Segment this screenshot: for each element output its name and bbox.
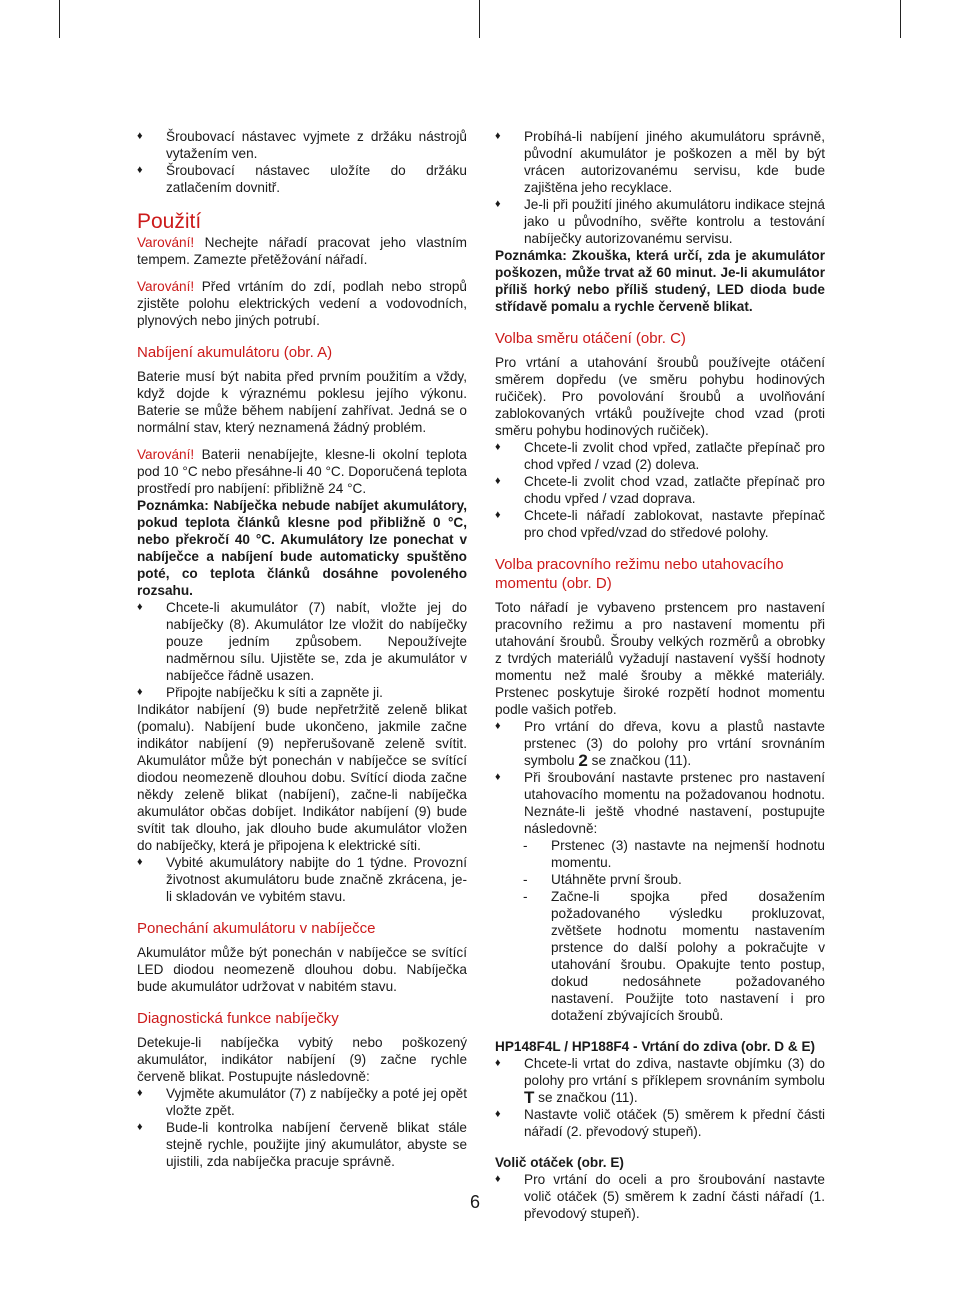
section-heading-nabijeni: Nabíjení akumulátoru (obr. A)	[137, 344, 333, 361]
dash-text: Utáhněte první šroub.	[551, 872, 682, 887]
section-heading-ponechani: Ponechání akumulátoru v nabíječce	[137, 920, 376, 937]
section-heading-pouziti: Použití	[137, 210, 202, 233]
section-heading-diagnostika: Diagnostická funkce nabíječky	[137, 1010, 339, 1027]
bullet-item: ♦ Chcete-li nářadí zablokovat, nastavte přepínač pro chod vpřed/vzad do středové polohy.	[495, 507, 825, 541]
bullet-item: ♦ Nastavte volič otáček (5) směrem k přední části nářadí (2. převodový stupeň).	[495, 1106, 825, 1140]
dash-item	[495, 888, 825, 1024]
note-paragraph	[137, 497, 467, 599]
dash-text: Začne-li spojka před dosažením požadovaného výsledku prokluzovat, zvětšete hodnotu momentu nastavením prstence do další polohy a pokračujte v utahování šroubu. Opakujte tento postup, dokud nedosáhnete požadovaného nastavení. Použijte toto nastavení i pro dotažení zbývajících šroubů.	[551, 889, 825, 1023]
paragraph: Akumulátor může být ponechán v nabíječce se svítící LED diodou neomezeně dlouhou dobu. Nabíječka bude akumulátor udržovat v nabitém stavu.	[137, 945, 467, 994]
bullet-item: ♦ Je-li při použití jiného akumulátoru indikace stejná jako u původního, svěřte kontrolu a testování nabíječky autorizovanému servisu.	[495, 196, 825, 247]
crop-mark-right	[900, 0, 901, 38]
section-heading-smer: Volba směru otáčení (obr. C)	[495, 330, 686, 347]
warning-text: Před vrtáním do zdí, podlah nebo stropů zjistěte polohu elektrických vedení a vodovodních, plynových nebo jiných potrubí.	[137, 279, 467, 328]
section-heading-rezim: Volba pracovního režimu nebo utahovacího momentu (obr. D)	[495, 556, 784, 592]
bullet-item: ♦ Připojte nabíječku k síti a zapněte ji.	[137, 684, 467, 701]
bullet-item: ♦ Chcete-li zvolit chod vzad, zatlačte přepínač pro chodu vpřed / vzad doprava.	[495, 473, 825, 507]
paragraph: Baterie musí být nabita před prvním použitím a vždy, když dojde k výraznému poklesu jejího výkonu. Baterie se může během nabíjení zahřívat. Jedná se o normální stav, který neznamená žádný problém.	[137, 369, 467, 435]
bullet-item: ♦ Chcete-li zvolit chod vpřed, zatlačte přepínač pro chod vpřed / vzad (2) doleva.	[495, 439, 825, 473]
warning-paragraph	[137, 278, 467, 329]
warning-label: Varování!	[137, 279, 195, 294]
bullet-text: se značkou (11).	[587, 753, 692, 768]
warning-text: Nechejte nářadí pracovat jeho vlastním tempem. Zamezte přetěžování nářadí.	[137, 235, 467, 267]
bullet-item: ♦ Šroubovací nástavec vyjmete z držáku nástrojů vytažením ven.	[137, 128, 467, 162]
bullet-item: ♦ Vyjměte akumulátor (7) z nabíječky a poté jej opět vložte zpět.	[137, 1085, 467, 1119]
paragraph: Pro vrtání a utahování šroubů používejte otáčení směrem dopředu (ve směru pohybu hodinových ručiček). Pro povolování šroubů a uvolňování zablokovaných vrtáků používejte chod vzad (proti směru pohybu hodinových ručiček).	[495, 355, 825, 438]
left-column	[137, 128, 467, 1170]
bullet-item: ♦ Vybité akumulátory nabijte do 1 týdne. Provozní životnost akumulátoru bude značně zkrácena, je-li skladován ve vybitém stavu.	[137, 854, 467, 905]
bullet-item: ♦ Pro vrtání do oceli a pro šroubování nastavte volič otáček (5) směrem k zadní části nářadí (1. převodový stupeň).	[495, 1171, 825, 1222]
section-heading-volic: Volič otáček (obr. E)	[495, 1155, 624, 1170]
warning-label: Varování!	[137, 235, 195, 250]
section-heading-hp: HP148F4L / HP188F4 - Vrtání do zdiva (obr. D & E)	[495, 1039, 816, 1054]
paragraph: Toto nářadí je vybaveno prstencem pro nastavení pracovního režimu a pro nastavení momentu při utahování šroubů. Šrouby velkých rozměrů a obrobky z tvrdých materiálů vyžadují nastavení vyšší hodnoty momentu než malé šrouby a měkké materiály. Prstenec poskytuje široké rozpětí hodnot momentu podle vašich potřeb.	[495, 600, 825, 717]
bullet-text: Chcete-li vrtat do zdiva, nastavte objímku (3) do polohy pro vrtání s příklepem srovnáním symbolu	[524, 1056, 825, 1088]
bullet-item: ♦ Bude-li kontrolka nabíjení červeně blikat stále stejně rychle, použijte jiný akumulátor, abyste se ujistili, zda nabíječka pracuje správně.	[137, 1119, 467, 1170]
crop-mark-center	[479, 0, 480, 38]
warning-paragraph	[137, 234, 467, 268]
bullet-text: Pro vrtání do dřeva, kovu a plastů nastavte prstenec (3) do polohy pro vrtání srovnáním symbolu	[524, 719, 825, 768]
paragraph: Indikátor nabíjení (9) bude nepřetržitě zeleně blikat (pomalu). Nabíjení bude ukončeno, jakmile začne indikátor nabíjení (9) nepřerušovaně zeleně svítit. Akumulátor může být ponechán v nabíječce se svítící diodou neomezeně dlouhou dobu. Svítící dioda začne někdy zeleně blikat (nabíjení), začne-li nabíječka akumulátor občas dobíjet. Indikátor nabíjení (9) bude svítit tak dlouho, jak dlouho bude akumulátor vložen do nabíječky, která je připojena k elektrické síti.	[137, 702, 467, 853]
bullet-item: ♦ Při šroubování nastavte prstenec pro nastavení utahovacího momentu na požadovanou hodnotu. Neznáte-li ještě vhodné nastavení, postupujte následovně:	[495, 769, 825, 837]
drill-symbol-icon: 2	[578, 751, 588, 770]
bullet-item: ♦ Šroubovací nástavec uložíte do držáku zatlačením dovnitř.	[137, 162, 467, 196]
bullet-text: se značkou (11).	[534, 1090, 638, 1105]
dash-mark: -	[523, 838, 528, 853]
dash-mark: -	[523, 889, 528, 904]
bullet-item	[495, 718, 825, 769]
bullet-item: ♦ Probíhá-li nabíjení jiného akumulátoru správně, původní akumulátor je poškozen a měl by být vrácen autorizovanému servisu, kde bude zajištěna jeho recyklace.	[495, 128, 825, 196]
dash-mark: -	[523, 872, 528, 887]
crop-mark-left	[59, 0, 60, 38]
note-paragraph	[495, 247, 825, 315]
dash-item	[495, 837, 825, 871]
bullet-item	[495, 1055, 825, 1106]
page-number: 6	[470, 1192, 481, 1212]
dash-text: Prstenec (3) nastavte na nejmenší hodnotu momentu.	[551, 838, 825, 870]
note-text: Poznámka: Nabíječka nebude nabíjet akumulátory, pokud teplota článků klesne pod přibližně 0 °C, nebo překročí 40 °C. Akumulátory lze ponechat v nabíječce a nabíjení bude automaticky spuštěno poté, co teplota článků dosáhne povoleného rozsahu.	[137, 498, 467, 598]
warning-paragraph	[137, 446, 467, 497]
bullet-item: ♦ Chcete-li akumulátor (7) nabít, vložte jej do nabíječky (8). Akumulátor lze vložit do nabíječky pouze jedním způsobem. Nepoužívejte nadměrnou sílu. Ujistěte se, zda je akumulátor v nabíječce řádně usazen.	[137, 599, 467, 684]
paragraph: Detekuje-li nabíječka vybitý nebo poškozený akumulátor, indikátor nabíjení (9) začne rychle červeně blikat. Postupujte následovně:	[137, 1035, 467, 1084]
note-text: Poznámka: Zkouška, která určí, zda je akumulátor poškozen, může trvat až 60 minut. Je-li akumulátor příliš horký nebo příliš studený, LED dioda bude střídavě pomalu a rychle červeně blikat.	[495, 248, 825, 314]
right-column	[495, 128, 825, 1222]
dash-item	[495, 871, 825, 888]
warning-text: Baterii nenabíjejte, klesne-li okolní teplota pod 10 °C nebo přesáhne-li 40 °C. Doporučená teplota prostředí pro nabíjení: přibližně 24 °C.	[137, 447, 467, 496]
warning-label: Varování!	[137, 447, 195, 462]
hammer-symbol-icon: T	[524, 1088, 535, 1107]
